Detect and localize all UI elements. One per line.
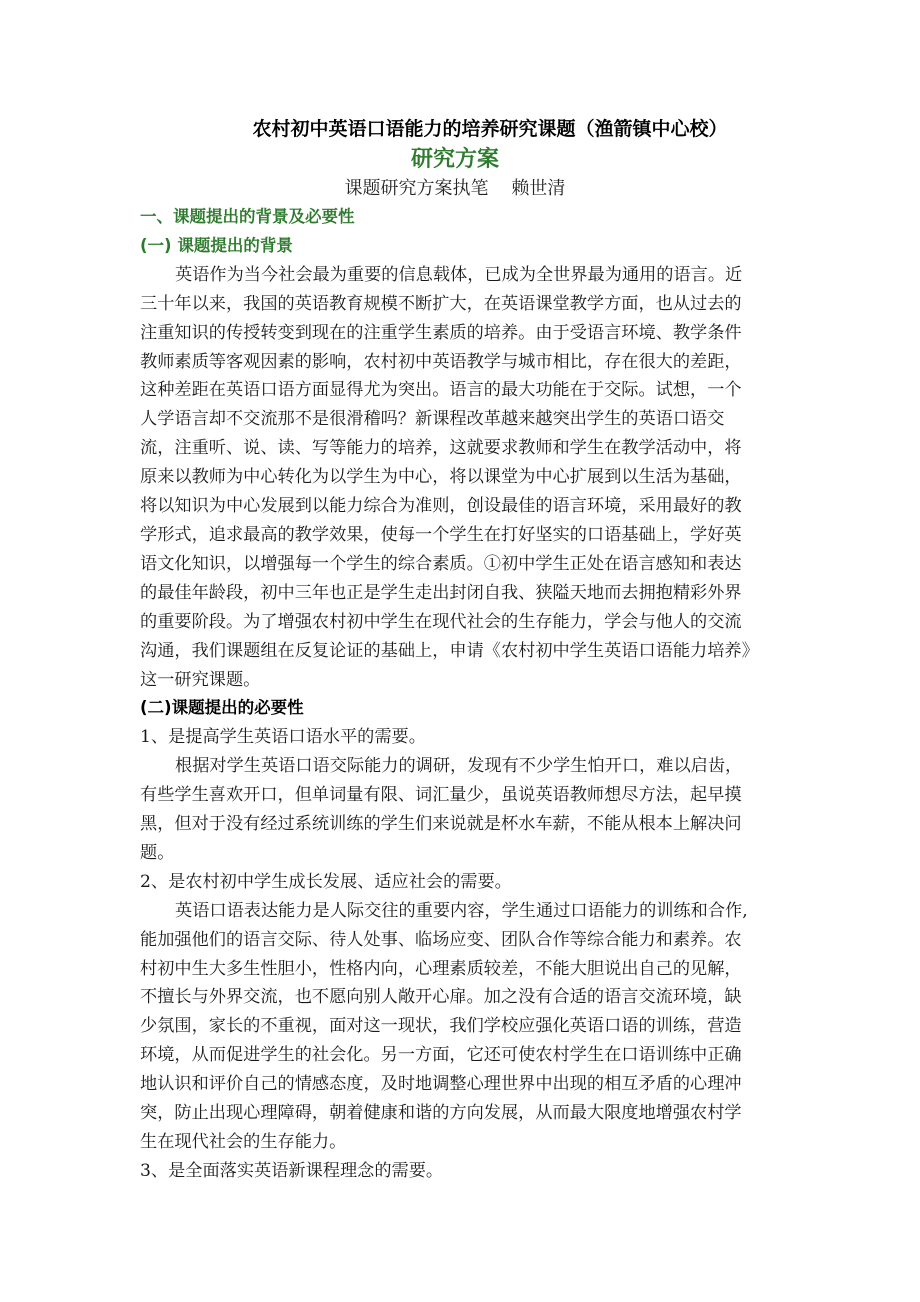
paragraph-line: 生在现代社会的生存能力。 [140,1132,347,1152]
paragraph-line: 环境，从而促进学生的社会化。另一方面，它还可使农村学生在口语训练中正确 [140,1045,742,1066]
paragraph-line: 黑，但对于没有经过系统训练的学生们来说就是杯水车薪，不能从根本上解决问 [140,814,742,835]
paragraph-line: 的最佳年龄段，初中三年也正是学生走出封闭自我、狭隘天地而去拥抱精彩外界 [140,582,742,603]
paragraph-line: 能加强他们的语言交际、待人处事、临场应变、团队合作等综合能力和素养。农 [140,929,742,950]
item-title-3: 3、是全面落实英语新课程理念的需要。 [140,1160,444,1181]
subsection-heading-background: (一) 课题提出的背景 [140,235,293,255]
background-paragraph [140,261,800,695]
paragraph-line: 注重知识的传授转变到现在的注重学生素质的培养。由于受语言环境、教学条件 [140,322,742,343]
paragraph-line: 有些学生喜欢开口，但单词量有限、词汇量少，虽说英语教师想尽方法，起早摸 [140,785,742,806]
paragraph-line: 沟通，我们课题组在反复论证的基础上，申请《农村初中学生英语口语能力培养》 [140,640,759,661]
paragraph-line: 人学语言却不交流那不是很滑稽吗？新课程改革越来越突出学生的英语口语交 [140,409,725,430]
paragraph-line: 根据对学生英语口语交际能力的调研，发现有不少学生怕开口，难以启齿， [175,756,743,777]
item-paragraph-2 [140,897,800,1157]
paragraph-line: 原来以教师为中心转化为以学生为中心，将以课堂为中心扩展到以生活为基础， [140,467,742,488]
item-title-1: 1、是提高学生英语口语水平的需要。 [140,727,426,748]
paragraph-line: 这一研究课题。 [140,669,261,690]
paragraph-line: 流，注重听、说、读、写等能力的培养，这就要求教师和学生在教学活动中，将 [140,438,742,459]
author-line: 课题研究方案执笔 赖世清 [344,178,566,199]
paragraph-line: 将以知识为中心发展到以能力综合为准则，创设最佳的语言环境，采用最好的教 [140,496,742,517]
paragraph-line: 突，防止出现心理障碍，朝着健康和谐的方向发展，从而最大限度地增强农村学 [140,1103,742,1124]
paragraph-line: 这种差距在英语口语方面显得尤为突出。语言的最大功能在于交际。试想，一个 [140,380,742,401]
item-title-2: 2、是农村初中学生成长发展、适应社会的需要。 [140,871,512,892]
subsection-heading-necessity: (二)课题提出的必要性 [140,698,304,718]
item-paragraph-1 [140,752,800,868]
paragraph-line: 村初中生大多生性胆小，性格内向，心理素质较差，不能大胆说出自己的见解， [140,958,742,979]
paragraph-line: 教师素质等客观因素的影响，农村初中英语教学与城市相比，存在很大的差距， [140,351,742,372]
document-title: 农村初中英语口语能力的培养研究课题（渔箭镇中心校） [252,118,728,140]
paragraph-line: 英语口语表达能力是人际交往的重要内容，学生通过口语能力的训练和合作, [175,900,748,921]
paragraph-line: 不擅长与外界交流，也不愿向别人敞开心扉。加之没有合适的语言交流环境，缺 [140,987,742,1008]
paragraph-line: 学形式，追求最高的教学效果，使每一个学生在打好坚实的口语基础上，学好英 [140,524,742,545]
paragraph-line: 语文化知识，以增强每一个学生的综合素质。①初中学生正处在语言感知和表达 [140,553,742,574]
section-heading: 一、课题提出的背景及必要性 [140,207,355,226]
paragraph-line: 题。 [140,842,175,863]
paragraph-line: 地认识和评价自己的情感态度，及时地调整心理世界中出现的相互矛盾的心理冲 [140,1074,742,1095]
paragraph-line: 三十年以来，我国的英语教育规模不断扩大，在英语课堂教学方面，也从过去的 [140,293,742,314]
document-body [140,203,800,1186]
document-subtitle: 研究方案 [410,147,499,172]
paragraph-line: 少氛围，家长的不重视，面对这一现状，我们学校应强化英语口语的训练，营造 [140,1016,742,1037]
paragraph-line: 英语作为当今社会最为重要的信息载体，已成为全世界最为通用的语言。近 [175,264,743,285]
paragraph-line: 的重要阶段。为了增强农村初中学生在现代社会的生存能力，学会与他人的交流 [140,611,742,632]
